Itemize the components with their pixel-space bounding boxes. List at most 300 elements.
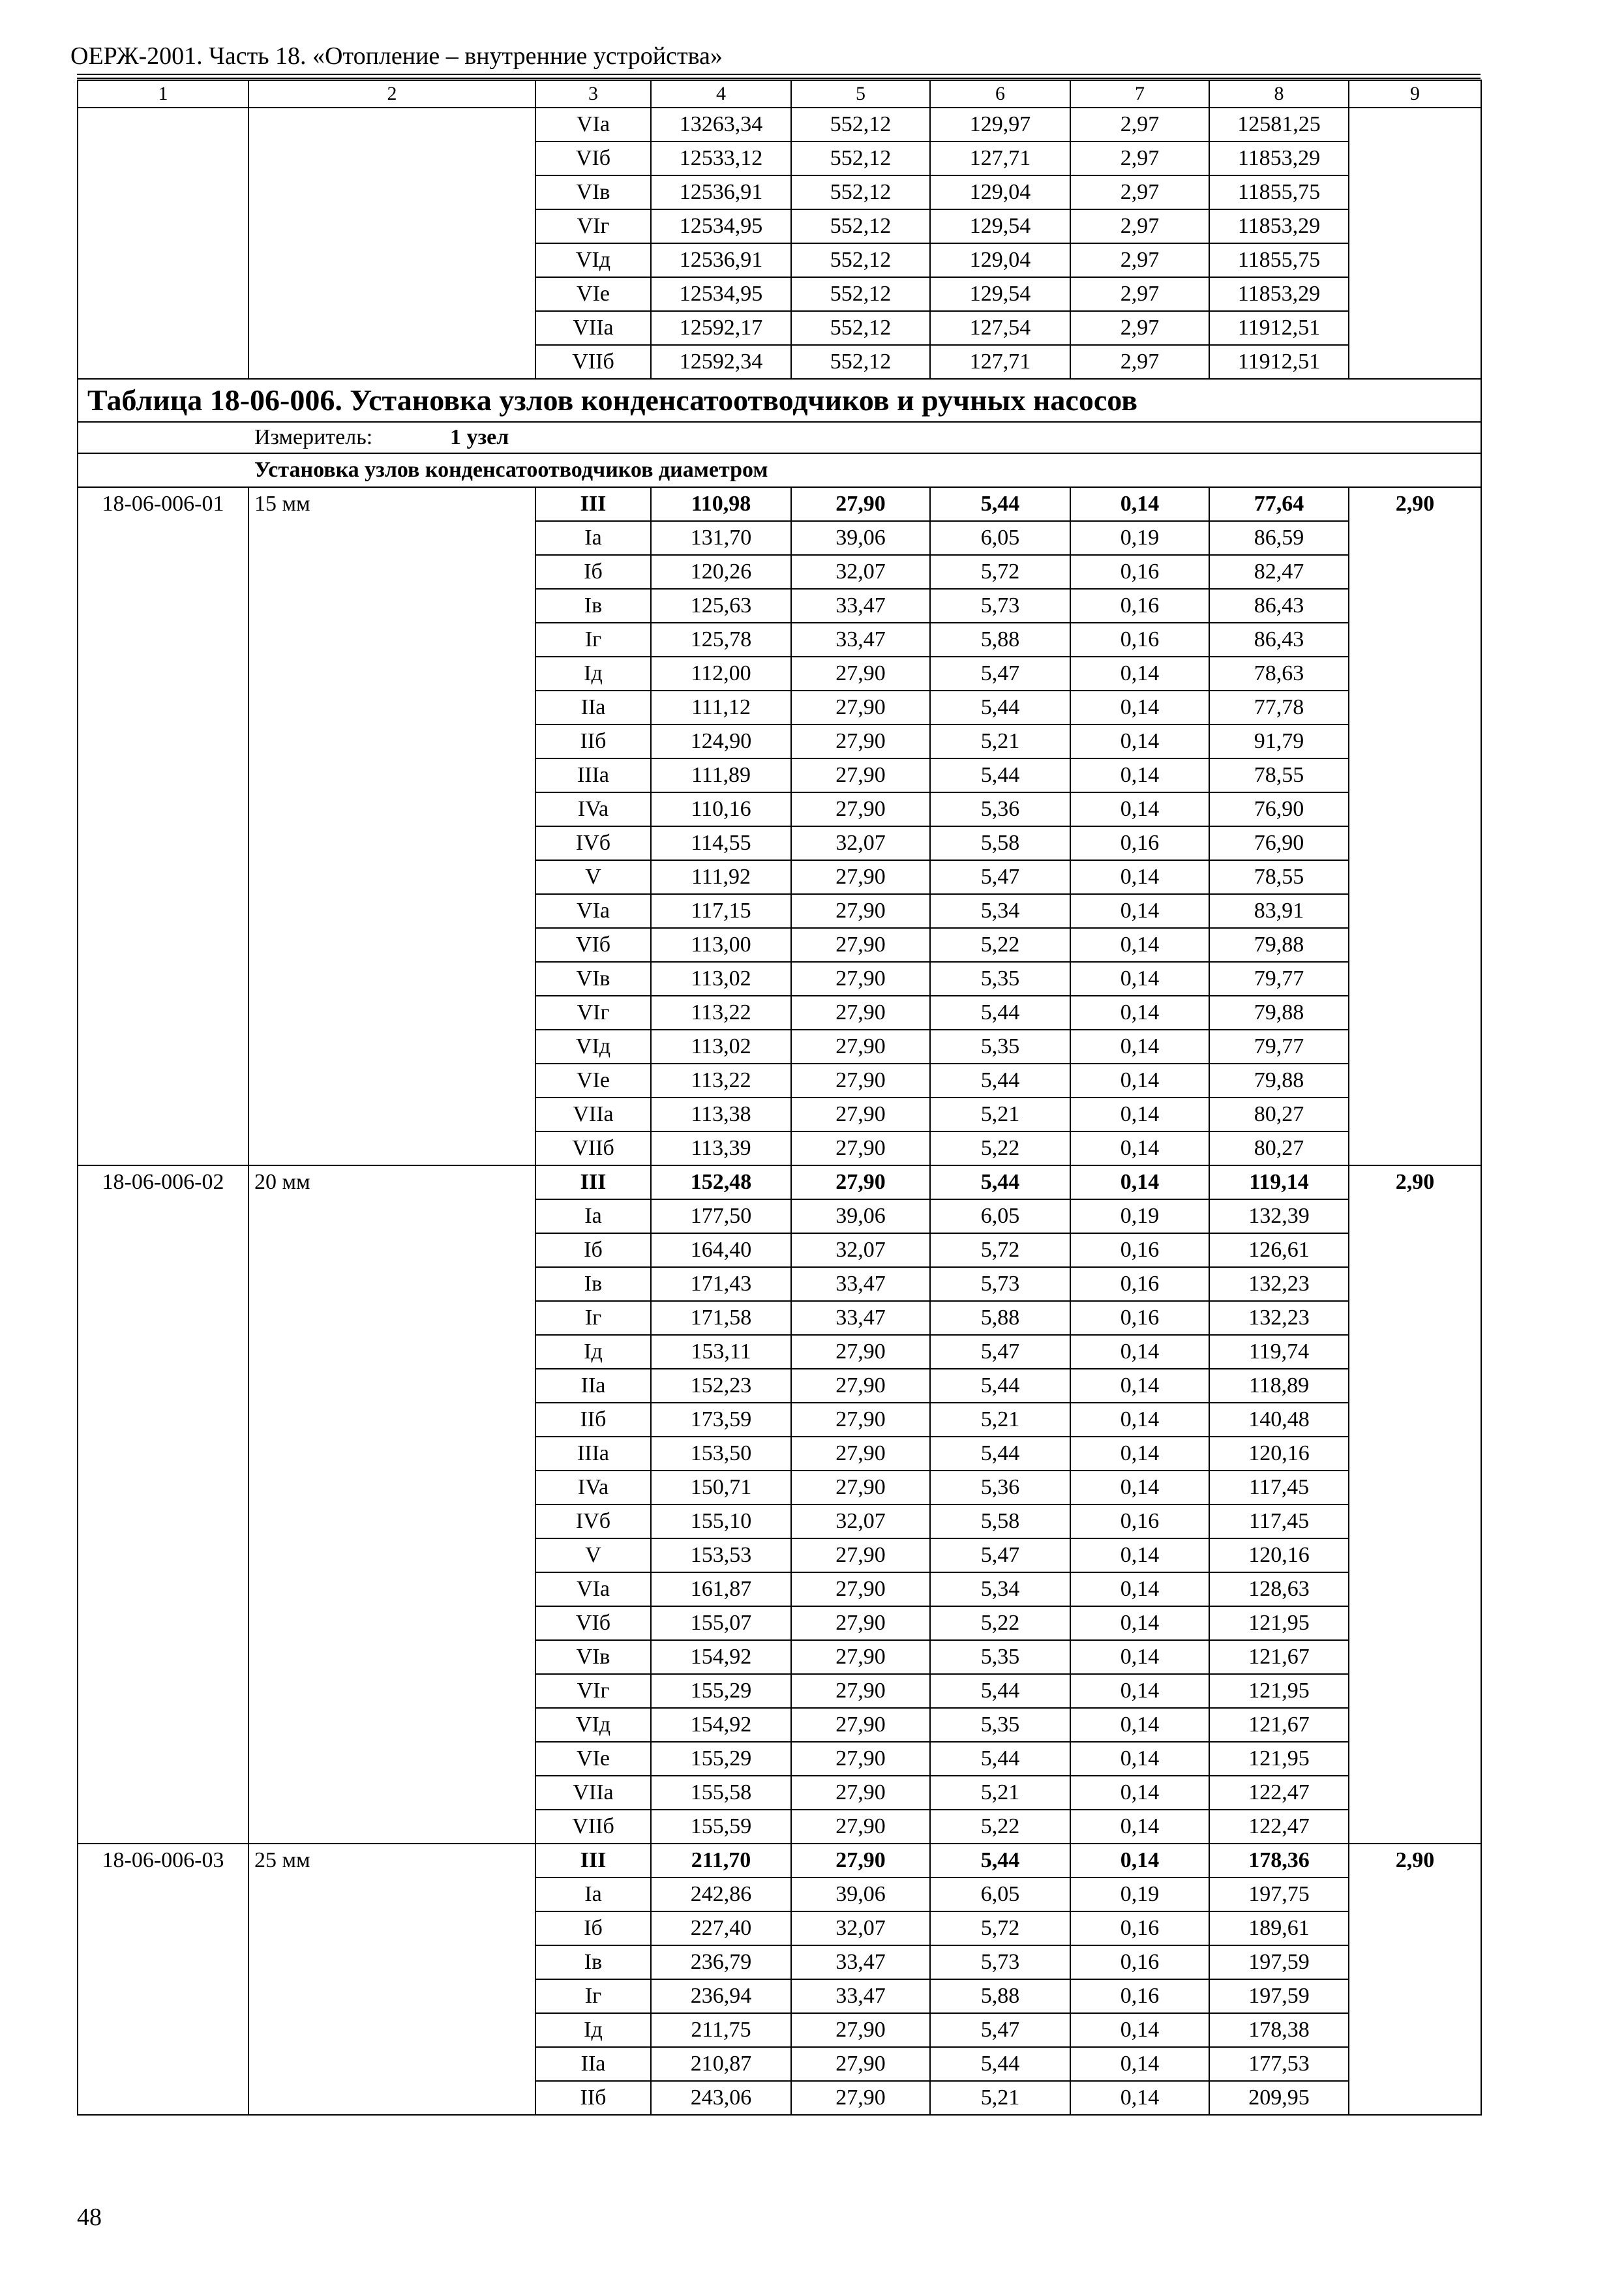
wage-cell: 27,90 <box>791 1064 930 1098</box>
machine-cell: 5,22 <box>930 1606 1070 1640</box>
total-cost-cell: 12533,12 <box>651 142 791 175</box>
wage-cell: 33,47 <box>791 1945 930 1979</box>
zone-cell: Iг <box>535 623 651 657</box>
materials-cell: 79,88 <box>1209 996 1349 1030</box>
zone-cell: VIIб <box>535 345 651 379</box>
total-cost-cell: 125,63 <box>651 589 791 623</box>
driver-wage-cell: 0,14 <box>1070 1708 1209 1742</box>
wage-cell: 33,47 <box>791 1301 930 1335</box>
driver-wage-cell: 0,14 <box>1070 691 1209 725</box>
materials-cell: 86,43 <box>1209 623 1349 657</box>
wage-cell: 27,90 <box>791 1131 930 1165</box>
zone-cell: V <box>535 1538 651 1572</box>
total-cost-cell: 164,40 <box>651 1233 791 1267</box>
materials-cell: 121,95 <box>1209 1606 1349 1640</box>
materials-cell: 132,23 <box>1209 1267 1349 1301</box>
materials-cell: 78,55 <box>1209 758 1349 792</box>
total-cost-cell: 155,29 <box>651 1674 791 1708</box>
extra-cell: 2,90 <box>1349 487 1481 1165</box>
zone-cell: VIa <box>535 108 651 142</box>
wage-cell: 552,12 <box>791 277 930 311</box>
machine-cell: 5,72 <box>930 1233 1070 1267</box>
total-cost-cell: 153,11 <box>651 1335 791 1369</box>
wage-cell: 27,90 <box>791 1030 930 1064</box>
total-cost-cell: 153,53 <box>651 1538 791 1572</box>
zone-cell: IVб <box>535 1504 651 1538</box>
zone-cell: Iг <box>535 1979 651 2013</box>
total-cost-cell: 110,98 <box>651 487 791 521</box>
wage-cell: 27,90 <box>791 1538 930 1572</box>
materials-cell: 122,47 <box>1209 1810 1349 1844</box>
machine-cell: 5,44 <box>930 1369 1070 1403</box>
total-cost-cell: 13263,34 <box>651 108 791 142</box>
total-cost-cell: 12534,95 <box>651 209 791 243</box>
wage-cell: 27,90 <box>791 2047 930 2081</box>
machine-cell: 5,35 <box>930 1640 1070 1674</box>
total-cost-cell: 113,00 <box>651 928 791 962</box>
machine-cell: 5,44 <box>930 1742 1070 1776</box>
total-cost-cell: 243,06 <box>651 2081 791 2115</box>
driver-wage-cell: 0,14 <box>1070 758 1209 792</box>
total-cost-cell: 113,22 <box>651 996 791 1030</box>
materials-cell: 119,74 <box>1209 1335 1349 1369</box>
wage-cell: 39,06 <box>791 1199 930 1233</box>
total-cost-cell: 236,79 <box>651 1945 791 1979</box>
wage-cell: 27,90 <box>791 1606 930 1640</box>
driver-wage-cell: 0,14 <box>1070 962 1209 996</box>
materials-cell: 76,90 <box>1209 792 1349 826</box>
driver-wage-cell: 0,14 <box>1070 1403 1209 1437</box>
materials-cell: 197,59 <box>1209 1945 1349 1979</box>
zone-cell: IIб <box>535 725 651 758</box>
wage-cell: 32,07 <box>791 1911 930 1945</box>
materials-cell: 197,59 <box>1209 1979 1349 2013</box>
total-cost-cell: 236,94 <box>651 1979 791 2013</box>
materials-cell: 197,75 <box>1209 1878 1349 1911</box>
total-cost-cell: 125,78 <box>651 623 791 657</box>
wage-cell: 27,90 <box>791 894 930 928</box>
materials-cell: 80,27 <box>1209 1098 1349 1131</box>
wage-cell: 27,90 <box>791 1572 930 1606</box>
materials-cell: 117,45 <box>1209 1471 1349 1504</box>
materials-cell: 77,64 <box>1209 487 1349 521</box>
materials-cell: 79,88 <box>1209 928 1349 962</box>
machine-cell: 5,34 <box>930 894 1070 928</box>
zone-cell: Iб <box>535 1911 651 1945</box>
machine-cell: 5,44 <box>930 1165 1070 1199</box>
wage-cell: 27,90 <box>791 487 930 521</box>
driver-wage-cell: 0,16 <box>1070 1911 1209 1945</box>
zone-cell: VIд <box>535 1708 651 1742</box>
wage-cell: 552,12 <box>791 345 930 379</box>
driver-wage-cell: 0,14 <box>1070 657 1209 691</box>
driver-wage-cell: 0,14 <box>1070 2013 1209 2047</box>
machine-cell: 6,05 <box>930 521 1070 555</box>
wage-cell: 27,90 <box>791 1098 930 1131</box>
zone-cell: IIIa <box>535 1437 651 1471</box>
total-cost-cell: 113,38 <box>651 1098 791 1131</box>
machine-cell: 5,21 <box>930 1776 1070 1810</box>
materials-cell: 11855,75 <box>1209 243 1349 277</box>
materials-cell: 11853,29 <box>1209 142 1349 175</box>
table-row <box>78 487 1481 521</box>
wage-cell: 552,12 <box>791 142 930 175</box>
machine-cell: 129,04 <box>930 175 1070 209</box>
zone-cell: VIб <box>535 142 651 175</box>
zone-cell: IIб <box>535 1403 651 1437</box>
driver-wage-cell: 2,97 <box>1070 108 1209 142</box>
zone-cell: Iд <box>535 2013 651 2047</box>
zone-cell: VIв <box>535 962 651 996</box>
driver-wage-cell: 0,14 <box>1070 1369 1209 1403</box>
zone-cell: VIг <box>535 1674 651 1708</box>
wage-cell: 32,07 <box>791 1504 930 1538</box>
wage-cell: 27,90 <box>791 1810 930 1844</box>
total-cost-cell: 153,50 <box>651 1437 791 1471</box>
materials-cell: 121,67 <box>1209 1708 1349 1742</box>
driver-wage-cell: 0,16 <box>1070 1979 1209 2013</box>
total-cost-cell: 227,40 <box>651 1911 791 1945</box>
driver-wage-cell: 0,14 <box>1070 1810 1209 1844</box>
total-cost-cell: 113,39 <box>651 1131 791 1165</box>
column-number-row <box>78 80 1481 108</box>
zone-cell: IVa <box>535 792 651 826</box>
materials-cell: 83,91 <box>1209 894 1349 928</box>
total-cost-cell: 150,71 <box>651 1471 791 1504</box>
wage-cell: 27,90 <box>791 1471 930 1504</box>
wage-cell: 27,90 <box>791 928 930 962</box>
driver-wage-cell: 0,16 <box>1070 826 1209 860</box>
machine-cell: 5,73 <box>930 589 1070 623</box>
driver-wage-cell: 0,14 <box>1070 860 1209 894</box>
machine-cell: 5,47 <box>930 2013 1070 2047</box>
driver-wage-cell: 0,16 <box>1070 589 1209 623</box>
materials-cell: 78,63 <box>1209 657 1349 691</box>
total-cost-cell: 155,07 <box>651 1606 791 1640</box>
measure-value: 1 узел <box>450 425 509 449</box>
total-cost-cell: 120,26 <box>651 555 791 589</box>
machine-cell: 5,88 <box>930 623 1070 657</box>
wage-cell: 27,90 <box>791 1708 930 1742</box>
driver-wage-cell: 0,16 <box>1070 555 1209 589</box>
total-cost-cell: 211,75 <box>651 2013 791 2047</box>
total-cost-cell: 155,58 <box>651 1776 791 1810</box>
zone-cell: IIa <box>535 2047 651 2081</box>
zone-cell: Ia <box>535 521 651 555</box>
materials-cell: 11912,51 <box>1209 311 1349 345</box>
total-cost-cell: 110,16 <box>651 792 791 826</box>
driver-wage-cell: 0,16 <box>1070 1301 1209 1335</box>
materials-cell: 178,38 <box>1209 2013 1349 2047</box>
machine-cell: 129,04 <box>930 243 1070 277</box>
materials-cell: 76,90 <box>1209 826 1349 860</box>
driver-wage-cell: 0,16 <box>1070 1504 1209 1538</box>
machine-cell: 5,72 <box>930 1911 1070 1945</box>
machine-cell: 5,22 <box>930 1131 1070 1165</box>
table-title-row <box>78 379 1481 422</box>
column-number: 4 <box>651 80 791 108</box>
machine-cell: 5,58 <box>930 826 1070 860</box>
driver-wage-cell: 2,97 <box>1070 142 1209 175</box>
materials-cell: 79,77 <box>1209 1030 1349 1064</box>
machine-cell: 5,44 <box>930 2047 1070 2081</box>
driver-wage-cell: 0,14 <box>1070 1538 1209 1572</box>
measure-label: Измеритель: <box>254 425 373 449</box>
materials-cell: 11912,51 <box>1209 345 1349 379</box>
zone-cell: VIIб <box>535 1810 651 1844</box>
total-cost-cell: 111,12 <box>651 691 791 725</box>
materials-cell: 78,55 <box>1209 860 1349 894</box>
machine-cell: 127,71 <box>930 142 1070 175</box>
total-cost-cell: 12592,34 <box>651 345 791 379</box>
driver-wage-cell: 0,16 <box>1070 1233 1209 1267</box>
extra-cell: 2,90 <box>1349 1844 1481 2115</box>
machine-cell: 5,44 <box>930 996 1070 1030</box>
machine-cell: 129,54 <box>930 277 1070 311</box>
machine-cell: 5,47 <box>930 1335 1070 1369</box>
zone-cell: III <box>535 487 651 521</box>
materials-cell: 119,14 <box>1209 1165 1349 1199</box>
machine-cell: 5,88 <box>930 1301 1070 1335</box>
driver-wage-cell: 2,97 <box>1070 345 1209 379</box>
total-cost-cell: 155,29 <box>651 1742 791 1776</box>
machine-cell: 5,58 <box>930 1504 1070 1538</box>
materials-cell: 189,61 <box>1209 1911 1349 1945</box>
total-cost-cell: 111,92 <box>651 860 791 894</box>
total-cost-cell: 111,89 <box>651 758 791 792</box>
zone-cell: VIв <box>535 175 651 209</box>
total-cost-cell: 12536,91 <box>651 243 791 277</box>
extra-cell: 2,90 <box>1349 1165 1481 1844</box>
driver-wage-cell: 0,14 <box>1070 1776 1209 1810</box>
header-rule <box>77 74 1481 75</box>
materials-cell: 121,95 <box>1209 1742 1349 1776</box>
zone-cell: VIIa <box>535 1098 651 1131</box>
wage-cell: 27,90 <box>791 1674 930 1708</box>
column-number: 1 <box>78 80 248 108</box>
wage-cell: 27,90 <box>791 725 930 758</box>
machine-cell: 5,47 <box>930 657 1070 691</box>
driver-wage-cell: 0,14 <box>1070 894 1209 928</box>
total-cost-cell: 171,43 <box>651 1267 791 1301</box>
total-cost-cell: 112,00 <box>651 657 791 691</box>
zone-cell: VIе <box>535 1064 651 1098</box>
machine-cell: 5,21 <box>930 2081 1070 2115</box>
wage-cell: 33,47 <box>791 623 930 657</box>
total-cost-cell: 154,92 <box>651 1708 791 1742</box>
total-cost-cell: 113,22 <box>651 1064 791 1098</box>
wage-cell: 27,90 <box>791 1742 930 1776</box>
driver-wage-cell: 0,14 <box>1070 1640 1209 1674</box>
wage-cell: 27,90 <box>791 860 930 894</box>
measure-cell <box>78 422 1481 453</box>
section-title: Установка узлов конденсатоотводчиков диаметром <box>78 453 1481 487</box>
machine-cell: 5,44 <box>930 1674 1070 1708</box>
driver-wage-cell: 0,14 <box>1070 1437 1209 1471</box>
zone-cell: VIIa <box>535 311 651 345</box>
machine-cell: 5,44 <box>930 1844 1070 1878</box>
table-row <box>78 1844 1481 1878</box>
machine-cell: 5,47 <box>930 1538 1070 1572</box>
machine-cell: 6,05 <box>930 1199 1070 1233</box>
driver-wage-cell: 0,14 <box>1070 1674 1209 1708</box>
wage-cell: 27,90 <box>791 1437 930 1471</box>
driver-wage-cell: 0,14 <box>1070 1742 1209 1776</box>
driver-wage-cell: 0,14 <box>1070 1030 1209 1064</box>
total-cost-cell: 210,87 <box>651 2047 791 2081</box>
column-number: 2 <box>248 80 535 108</box>
machine-cell: 5,21 <box>930 725 1070 758</box>
driver-wage-cell: 0,16 <box>1070 1945 1209 1979</box>
zone-cell: Ia <box>535 1199 651 1233</box>
driver-wage-cell: 0,19 <box>1070 1878 1209 1911</box>
page-header: ОЕРЖ-2001. Часть 18. «Отопление – внутренние устройства» <box>70 42 723 70</box>
diameter-cell: 25 мм <box>248 1844 535 2115</box>
zone-cell: Iв <box>535 1945 651 1979</box>
total-cost-cell: 161,87 <box>651 1572 791 1606</box>
total-cost-cell: 154,92 <box>651 1640 791 1674</box>
driver-wage-cell: 0,14 <box>1070 1335 1209 1369</box>
machine-cell: 5,73 <box>930 1267 1070 1301</box>
driver-wage-cell: 0,14 <box>1070 1572 1209 1606</box>
driver-wage-cell: 0,14 <box>1070 1471 1209 1504</box>
zone-cell: VIд <box>535 1030 651 1064</box>
code-cell: 18-06-006-02 <box>78 1165 248 1844</box>
machine-cell: 5,22 <box>930 1810 1070 1844</box>
zone-cell: IIб <box>535 2081 651 2115</box>
wage-cell: 552,12 <box>791 243 930 277</box>
extra-cell <box>1349 108 1481 379</box>
driver-wage-cell: 0,14 <box>1070 2047 1209 2081</box>
machine-cell: 5,47 <box>930 860 1070 894</box>
zone-cell: III <box>535 1844 651 1878</box>
zone-cell: Iд <box>535 657 651 691</box>
zone-cell: Ia <box>535 1878 651 1911</box>
column-number: 3 <box>535 80 651 108</box>
total-cost-cell: 114,55 <box>651 826 791 860</box>
zone-cell: Iв <box>535 589 651 623</box>
driver-wage-cell: 0,14 <box>1070 2081 1209 2115</box>
zone-cell: Iб <box>535 1233 651 1267</box>
wage-cell: 27,90 <box>791 792 930 826</box>
materials-cell: 77,78 <box>1209 691 1349 725</box>
materials-cell: 11855,75 <box>1209 175 1349 209</box>
machine-cell: 5,35 <box>930 962 1070 996</box>
driver-wage-cell: 0,14 <box>1070 1131 1209 1165</box>
total-cost-cell: 171,58 <box>651 1301 791 1335</box>
driver-wage-cell: 2,97 <box>1070 209 1209 243</box>
total-cost-cell: 152,23 <box>651 1369 791 1403</box>
materials-cell: 122,47 <box>1209 1776 1349 1810</box>
code-cell <box>78 108 248 379</box>
wage-cell: 27,90 <box>791 1165 930 1199</box>
column-number: 5 <box>791 80 930 108</box>
total-cost-cell: 211,70 <box>651 1844 791 1878</box>
total-cost-cell: 124,90 <box>651 725 791 758</box>
wage-cell: 27,90 <box>791 1369 930 1403</box>
diameter-cell: 20 мм <box>248 1165 535 1844</box>
machine-cell: 5,44 <box>930 487 1070 521</box>
total-cost-cell: 12536,91 <box>651 175 791 209</box>
rates-table <box>77 80 1482 2116</box>
wage-cell: 27,90 <box>791 1776 930 1810</box>
total-cost-cell: 12534,95 <box>651 277 791 311</box>
driver-wage-cell: 0,16 <box>1070 623 1209 657</box>
total-cost-cell: 155,59 <box>651 1810 791 1844</box>
machine-cell: 5,21 <box>930 1098 1070 1131</box>
wage-cell: 33,47 <box>791 589 930 623</box>
machine-cell: 5,44 <box>930 1064 1070 1098</box>
zone-cell: VIIa <box>535 1776 651 1810</box>
materials-cell: 177,53 <box>1209 2047 1349 2081</box>
wage-cell: 552,12 <box>791 108 930 142</box>
driver-wage-cell: 0,14 <box>1070 1165 1209 1199</box>
total-cost-cell: 155,10 <box>651 1504 791 1538</box>
machine-cell: 5,88 <box>930 1979 1070 2013</box>
materials-cell: 91,79 <box>1209 725 1349 758</box>
zone-cell: IIa <box>535 1369 651 1403</box>
driver-wage-cell: 0,19 <box>1070 521 1209 555</box>
wage-cell: 39,06 <box>791 1878 930 1911</box>
zone-cell: VIг <box>535 996 651 1030</box>
header-rule-double <box>77 78 1481 79</box>
machine-cell: 5,34 <box>930 1572 1070 1606</box>
total-cost-cell: 152,48 <box>651 1165 791 1199</box>
driver-wage-cell: 0,14 <box>1070 1064 1209 1098</box>
machine-cell: 129,97 <box>930 108 1070 142</box>
zone-cell: VIб <box>535 1606 651 1640</box>
zone-cell: III <box>535 1165 651 1199</box>
wage-cell: 32,07 <box>791 1233 930 1267</box>
zone-cell: VIе <box>535 1742 651 1776</box>
wage-cell: 32,07 <box>791 826 930 860</box>
diameter-cell <box>248 108 535 379</box>
wage-cell: 27,90 <box>791 996 930 1030</box>
zone-cell: Iв <box>535 1267 651 1301</box>
zone-cell: V <box>535 860 651 894</box>
wage-cell: 27,90 <box>791 1403 930 1437</box>
machine-cell: 5,73 <box>930 1945 1070 1979</box>
driver-wage-cell: 0,14 <box>1070 792 1209 826</box>
machine-cell: 5,22 <box>930 928 1070 962</box>
total-cost-cell: 113,02 <box>651 1030 791 1064</box>
machine-cell: 129,54 <box>930 209 1070 243</box>
wage-cell: 552,12 <box>791 175 930 209</box>
wage-cell: 27,90 <box>791 657 930 691</box>
materials-cell: 11853,29 <box>1209 209 1349 243</box>
zone-cell: VIд <box>535 243 651 277</box>
column-number: 8 <box>1209 80 1349 108</box>
column-number: 9 <box>1349 80 1481 108</box>
column-number: 6 <box>930 80 1070 108</box>
zone-cell: IVa <box>535 1471 651 1504</box>
materials-cell: 117,45 <box>1209 1504 1349 1538</box>
wage-cell: 552,12 <box>791 209 930 243</box>
machine-cell: 5,21 <box>930 1403 1070 1437</box>
materials-cell: 120,16 <box>1209 1538 1349 1572</box>
materials-cell: 86,59 <box>1209 521 1349 555</box>
materials-cell: 79,77 <box>1209 962 1349 996</box>
materials-cell: 132,23 <box>1209 1301 1349 1335</box>
driver-wage-cell: 0,14 <box>1070 928 1209 962</box>
zone-cell: IIa <box>535 691 651 725</box>
machine-cell: 5,72 <box>930 555 1070 589</box>
materials-cell: 82,47 <box>1209 555 1349 589</box>
measure-row <box>78 422 1481 453</box>
driver-wage-cell: 0,14 <box>1070 487 1209 521</box>
machine-cell: 5,35 <box>930 1030 1070 1064</box>
zone-cell: VIIб <box>535 1131 651 1165</box>
